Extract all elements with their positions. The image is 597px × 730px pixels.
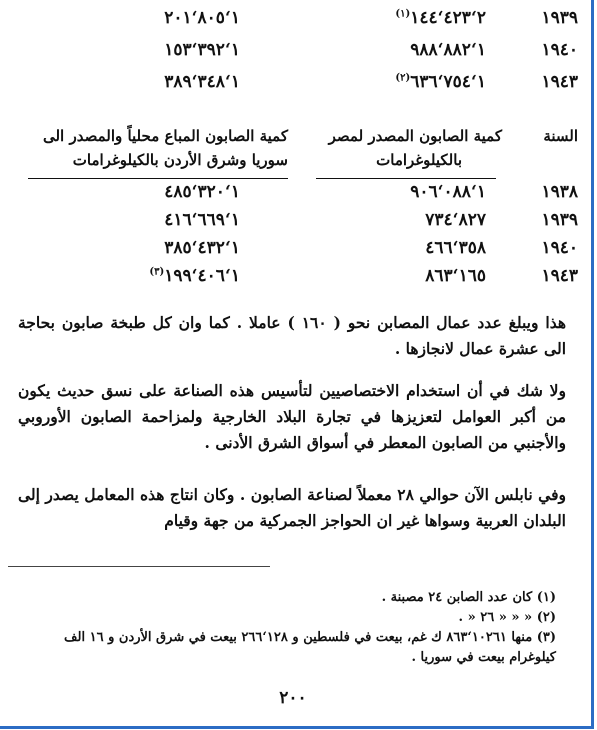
year-cell: ١٩٤٠ — [541, 40, 578, 60]
footnote: (٣) منها ١٠٢٦١‘٨٦٣ ك غم، بيعت في فلسطين و ١٢٨‘٢٦٦ بيعت في شرق الأردن و ١٦ الف كيلوغرام بيعت في سوريا . — [64, 630, 556, 665]
header-sold: كمية الصابون المباع محلياً والمصدر الى سوريا وشرق الأردن بالكيلوغرامات — [42, 127, 288, 169]
produced-cell: ٢‘٤٢٣‘١٤٤$^{(١)}$ — [395, 8, 486, 28]
footnote: (١) كان عدد الصابن ٢٤ مصبنة . — [381, 590, 556, 605]
header-exported: كمية الصابون المصدر لمصر بالكيلوغرامات — [328, 127, 502, 169]
exported-cell: ٨٢٧‘٧٣٤ — [425, 210, 486, 230]
exported-cell: ١‘٠٨٨‘٩٠٦ — [410, 182, 486, 202]
table-row — [8, 266, 578, 292]
year-cell: ١٩٤٣ — [541, 266, 578, 286]
header-rule — [28, 178, 288, 179]
produced-cell: ١‘٨٨٢‘٩٨٨ — [410, 40, 486, 60]
table-row — [8, 40, 578, 66]
page-number: ٢٠٠ — [279, 688, 307, 708]
table-row — [8, 238, 578, 264]
table-row — [8, 210, 578, 236]
year-cell: ١٩٣٩ — [541, 8, 578, 28]
table-row — [8, 72, 578, 98]
exported-cell: ١٦٥‘٨٦٣ — [425, 266, 486, 286]
footnotes — [16, 588, 556, 668]
sold-cell: ١‘٤٠٦‘١٩٩$^{(٣)}$ — [149, 266, 240, 286]
footnote-mark: (٢) — [395, 72, 411, 84]
book-page — [8, 0, 578, 720]
paragraph: ولا شك في أن استخدام الاختصاصيين لتأسيس هذه الصناعة على نسق حديث يكون من أكبر العوامل لتعزيزها في تجارة البلاد الخارجية ولمزاحمة الصابون الأوروبي والأجنبي من الصابون المعطر في أسواق الشرق الأدنى . — [18, 381, 566, 452]
sold-cell: ١‘٣٢٠‘٤٨٥ — [164, 182, 240, 202]
year-cell: ١٩٣٩ — [541, 210, 578, 230]
sold-cell: ١‘٣٩٢‘١٥٣ — [164, 40, 240, 60]
header-year: السنة — [543, 127, 578, 145]
paragraph: وفي نابلس الآن حوالي ٢٨ معملاً لصناعة الصابون . وكان انتاج هذه المعامل يصدر إلى البلدان العربية وسواها غير ان الحواجز الجمركية من جهة وقيام — [18, 485, 566, 530]
exported-cell: ٣٥٨‘٤٦٦ — [425, 238, 486, 258]
produced-cell: ١‘٧٥٤‘٦٣٦$^{(٢)}$ — [395, 72, 486, 92]
table-row — [8, 8, 578, 34]
footnote-mark: (٣) — [149, 266, 165, 278]
year-cell: ١٩٤٣ — [541, 72, 578, 92]
sold-cell: ١‘٣٤٨‘٣٨٩ — [164, 72, 240, 92]
footnote-mark: (١) — [395, 8, 411, 20]
footnote: (٢) « « « ٢٦ « . — [458, 610, 556, 625]
year-cell: ١٩٣٨ — [541, 182, 578, 202]
sold-cell: ١‘٦٦٩‘٤١٦ — [164, 210, 240, 230]
sold-cell: ١‘٨٠٥‘٢٠١ — [164, 8, 240, 28]
footnote-rule — [8, 566, 270, 567]
table-row — [8, 182, 578, 208]
year-cell: ١٩٤٠ — [541, 238, 578, 258]
header-rule — [316, 178, 496, 179]
sold-cell: ١‘٤٣٢‘٣٨٥ — [164, 238, 240, 258]
paragraph: هذا ويبلغ عدد عمال المصابن نحو ( ١٦٠ ) عاملا . كما وان كل طبخة صابون بحاجة الى عشرة عمال لانجازها . — [18, 313, 567, 358]
